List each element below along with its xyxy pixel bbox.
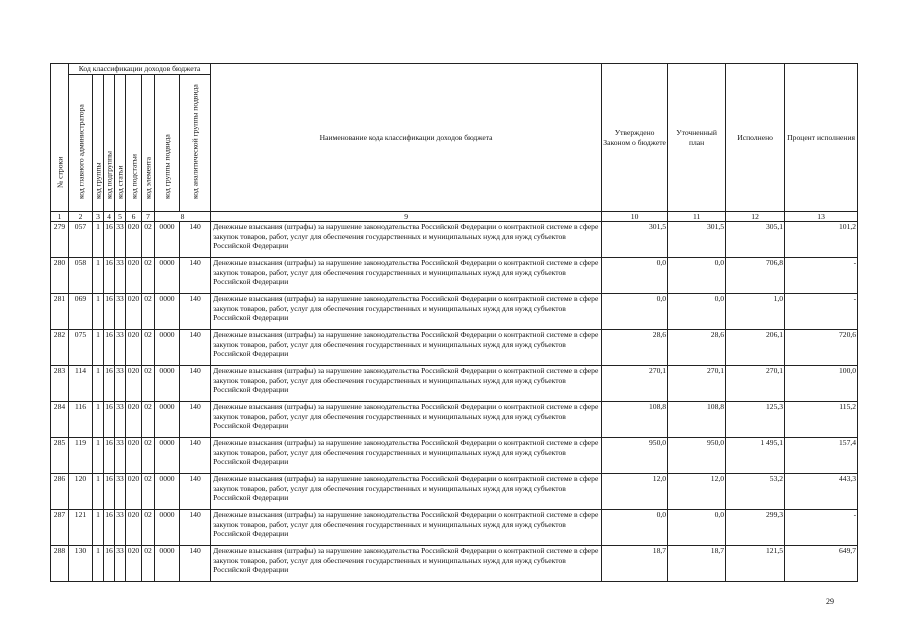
col-number: 11	[668, 212, 726, 222]
row-number: 285	[51, 438, 69, 474]
analytic-code: 140	[180, 474, 211, 510]
executed-amount: 1 495,1	[726, 438, 785, 474]
execution-percent: 115,2	[785, 402, 858, 438]
group-code: 1	[93, 258, 104, 294]
income-name: Денежные взыскания (штрафы) за нарушение законодательства Российской Федерации о контрактной системе в сфере закупок товаров, работ, услуг для обеспечения государственных и муниципальных нужд для нужд субъектов Российской Федерации	[211, 366, 602, 402]
execution-percent: -	[785, 294, 858, 330]
group-code: 1	[93, 546, 104, 582]
col-number: 7	[142, 212, 155, 222]
analytic-code: 140	[180, 222, 211, 258]
header-refined: Уточненный план	[668, 64, 726, 212]
approved-amount: 12,0	[602, 474, 668, 510]
analytic-code: 140	[180, 330, 211, 366]
refined-amount: 950,0	[668, 438, 726, 474]
column-numbers-row	[51, 212, 858, 222]
approved-amount: 270,1	[602, 366, 668, 402]
subtype-group-code: 0000	[155, 294, 180, 330]
element-code: 02	[142, 402, 155, 438]
header-article-code: код статьи	[115, 75, 126, 212]
refined-amount: 0,0	[668, 258, 726, 294]
element-code: 02	[142, 510, 155, 546]
income-name: Денежные взыскания (штрафы) за нарушение законодательства Российской Федерации о контрактной системе в сфере закупок товаров, работ, услуг для обеспечения государственных и муниципальных нужд для нужд субъектов Российской Федерации	[211, 330, 602, 366]
admin-code: 069	[69, 294, 93, 330]
subgroup-code: 16	[104, 546, 115, 582]
execution-percent: 100,0	[785, 366, 858, 402]
subgroup-code: 16	[104, 330, 115, 366]
row-number: 281	[51, 294, 69, 330]
analytic-code: 140	[180, 438, 211, 474]
table-body	[51, 222, 858, 582]
article-code: 33	[115, 366, 126, 402]
table-row	[51, 294, 858, 330]
admin-code: 057	[69, 222, 93, 258]
header-group-code: код группы	[93, 75, 104, 212]
subtype-group-code: 0000	[155, 222, 180, 258]
refined-amount: 0,0	[668, 294, 726, 330]
subgroup-code: 16	[104, 474, 115, 510]
header-subarticle-code: код подстатьи	[126, 75, 142, 212]
table-row	[51, 366, 858, 402]
executed-amount: 206,1	[726, 330, 785, 366]
table-row	[51, 438, 858, 474]
header-admin-code: код главного администратора	[69, 75, 93, 212]
admin-code: 116	[69, 402, 93, 438]
admin-code: 075	[69, 330, 93, 366]
element-code: 02	[142, 294, 155, 330]
col-number: 13	[785, 212, 858, 222]
subarticle-code: 020	[126, 366, 142, 402]
group-code: 1	[93, 402, 104, 438]
table-row	[51, 546, 858, 582]
subgroup-code: 16	[104, 438, 115, 474]
subarticle-code: 020	[126, 402, 142, 438]
header-percent: Процент исполнения	[785, 64, 858, 212]
approved-amount: 0,0	[602, 294, 668, 330]
admin-code: 121	[69, 510, 93, 546]
col-number: 1	[51, 212, 69, 222]
article-code: 33	[115, 330, 126, 366]
article-code: 33	[115, 294, 126, 330]
refined-amount: 301,5	[668, 222, 726, 258]
header-approved: Утверждено Законом о бюджете	[602, 64, 668, 212]
execution-percent: 649,7	[785, 546, 858, 582]
row-number: 287	[51, 510, 69, 546]
subarticle-code: 020	[126, 222, 142, 258]
col-number: 12	[726, 212, 785, 222]
article-code: 33	[115, 510, 126, 546]
executed-amount: 1,0	[726, 294, 785, 330]
approved-amount: 18,7	[602, 546, 668, 582]
executed-amount: 299,3	[726, 510, 785, 546]
row-number: 283	[51, 366, 69, 402]
executed-amount: 270,1	[726, 366, 785, 402]
refined-amount: 108,8	[668, 402, 726, 438]
col-number: 10	[602, 212, 668, 222]
analytic-code: 140	[180, 510, 211, 546]
analytic-code: 140	[180, 546, 211, 582]
subarticle-code: 020	[126, 330, 142, 366]
col-number: 4	[104, 212, 115, 222]
header-element-code: код элемента	[142, 75, 155, 212]
subtype-group-code: 0000	[155, 474, 180, 510]
income-name: Денежные взыскания (штрафы) за нарушение законодательства Российской Федерации о контрактной системе в сфере закупок товаров, работ, услуг для обеспечения государственных и муниципальных нужд для нужд субъектов Российской Федерации	[211, 222, 602, 258]
admin-code: 130	[69, 546, 93, 582]
subtype-group-code: 0000	[155, 258, 180, 294]
subtype-group-code: 0000	[155, 402, 180, 438]
subgroup-code: 16	[104, 294, 115, 330]
group-code: 1	[93, 330, 104, 366]
admin-code: 114	[69, 366, 93, 402]
income-name: Денежные взыскания (штрафы) за нарушение законодательства Российской Федерации о контрактной системе в сфере закупок товаров, работ, услуг для обеспечения государственных и муниципальных нужд для нужд субъектов Российской Федерации	[211, 474, 602, 510]
table-row	[51, 330, 858, 366]
analytic-code: 140	[180, 258, 211, 294]
table-row	[51, 510, 858, 546]
row-number: 280	[51, 258, 69, 294]
execution-percent: -	[785, 510, 858, 546]
subgroup-code: 16	[104, 366, 115, 402]
article-code: 33	[115, 258, 126, 294]
approved-amount: 28,6	[602, 330, 668, 366]
row-number: 284	[51, 402, 69, 438]
element-code: 02	[142, 438, 155, 474]
col-number: 5	[115, 212, 126, 222]
executed-amount: 706,8	[726, 258, 785, 294]
refined-amount: 28,6	[668, 330, 726, 366]
execution-percent: 157,4	[785, 438, 858, 474]
subarticle-code: 020	[126, 546, 142, 582]
execution-percent: 720,6	[785, 330, 858, 366]
table-row	[51, 474, 858, 510]
refined-amount: 12,0	[668, 474, 726, 510]
income-name: Денежные взыскания (штрафы) за нарушение законодательства Российской Федерации о контрактной системе в сфере закупок товаров, работ, услуг для обеспечения государственных и муниципальных нужд для нужд субъектов Российской Федерации	[211, 510, 602, 546]
col-number: 8	[155, 212, 211, 222]
executed-amount: 125,3	[726, 402, 785, 438]
header-subtype-group-code: код группы подвида	[155, 75, 180, 212]
income-name: Денежные взыскания (штрафы) за нарушение законодательства Российской Федерации о контрактной системе в сфере закупок товаров, работ, услуг для обеспечения государственных и муниципальных нужд для нужд субъектов Российской Федерации	[211, 438, 602, 474]
subgroup-code: 16	[104, 222, 115, 258]
header-analytic-code: код аналитической группы подвида	[180, 75, 211, 212]
row-number: 282	[51, 330, 69, 366]
executed-amount: 121,5	[726, 546, 785, 582]
executed-amount: 53,2	[726, 474, 785, 510]
col-number: 3	[93, 212, 104, 222]
subtype-group-code: 0000	[155, 546, 180, 582]
article-code: 33	[115, 438, 126, 474]
row-number: 279	[51, 222, 69, 258]
header-row-number: № строки	[51, 64, 69, 212]
header-classification-group: Код классификации доходов бюджета	[69, 64, 211, 75]
subgroup-code: 16	[104, 258, 115, 294]
group-code: 1	[93, 366, 104, 402]
subgroup-code: 16	[104, 402, 115, 438]
income-name: Денежные взыскания (штрафы) за нарушение законодательства Российской Федерации о контрактной системе в сфере закупок товаров, работ, услуг для обеспечения государственных и муниципальных нужд для нужд субъектов Российской Федерации	[211, 402, 602, 438]
article-code: 33	[115, 402, 126, 438]
row-number: 288	[51, 546, 69, 582]
row-number: 286	[51, 474, 69, 510]
approved-amount: 0,0	[602, 258, 668, 294]
group-code: 1	[93, 438, 104, 474]
article-code: 33	[115, 474, 126, 510]
income-name: Денежные взыскания (штрафы) за нарушение законодательства Российской Федерации о контрактной системе в сфере закупок товаров, работ, услуг для обеспечения государственных и муниципальных нужд для нужд субъектов Российской Федерации	[211, 294, 602, 330]
subarticle-code: 020	[126, 510, 142, 546]
group-code: 1	[93, 294, 104, 330]
article-code: 33	[115, 546, 126, 582]
approved-amount: 301,5	[602, 222, 668, 258]
subtype-group-code: 0000	[155, 438, 180, 474]
execution-percent: -	[785, 258, 858, 294]
element-code: 02	[142, 546, 155, 582]
budget-table	[50, 63, 858, 582]
element-code: 02	[142, 258, 155, 294]
execution-percent: 101,2	[785, 222, 858, 258]
header-name: Наименование кода классификации доходов бюджета	[211, 64, 602, 212]
col-number: 6	[126, 212, 142, 222]
analytic-code: 140	[180, 366, 211, 402]
executed-amount: 305,1	[726, 222, 785, 258]
element-code: 02	[142, 366, 155, 402]
subtype-group-code: 0000	[155, 366, 180, 402]
subarticle-code: 020	[126, 474, 142, 510]
approved-amount: 0,0	[602, 510, 668, 546]
refined-amount: 270,1	[668, 366, 726, 402]
subarticle-code: 020	[126, 438, 142, 474]
subarticle-code: 020	[126, 294, 142, 330]
element-code: 02	[142, 330, 155, 366]
analytic-code: 140	[180, 294, 211, 330]
group-code: 1	[93, 474, 104, 510]
admin-code: 120	[69, 474, 93, 510]
element-code: 02	[142, 474, 155, 510]
table-row	[51, 222, 858, 258]
header-executed: Исполнено	[726, 64, 785, 212]
subarticle-code: 020	[126, 258, 142, 294]
group-code: 1	[93, 222, 104, 258]
execution-percent: 443,3	[785, 474, 858, 510]
col-number: 2	[69, 212, 93, 222]
article-code: 33	[115, 222, 126, 258]
header-subgroup-code: код подгруппы	[104, 75, 115, 212]
approved-amount: 108,8	[602, 402, 668, 438]
income-name: Денежные взыскания (штрафы) за нарушение законодательства Российской Федерации о контрактной системе в сфере закупок товаров, работ, услуг для обеспечения государственных и муниципальных нужд для нужд субъектов Российской Федерации	[211, 546, 602, 582]
analytic-code: 140	[180, 402, 211, 438]
approved-amount: 950,0	[602, 438, 668, 474]
table-row	[51, 258, 858, 294]
subtype-group-code: 0000	[155, 330, 180, 366]
subgroup-code: 16	[104, 510, 115, 546]
refined-amount: 0,0	[668, 510, 726, 546]
page-number: 29	[826, 597, 834, 606]
income-name: Денежные взыскания (штрафы) за нарушение законодательства Российской Федерации о контрактной системе в сфере закупок товаров, работ, услуг для обеспечения государственных и муниципальных нужд для нужд субъектов Российской Федерации	[211, 258, 602, 294]
group-code: 1	[93, 510, 104, 546]
subtype-group-code: 0000	[155, 510, 180, 546]
refined-amount: 18,7	[668, 546, 726, 582]
table-row	[51, 402, 858, 438]
col-number: 9	[211, 212, 602, 222]
element-code: 02	[142, 222, 155, 258]
admin-code: 058	[69, 258, 93, 294]
admin-code: 119	[69, 438, 93, 474]
